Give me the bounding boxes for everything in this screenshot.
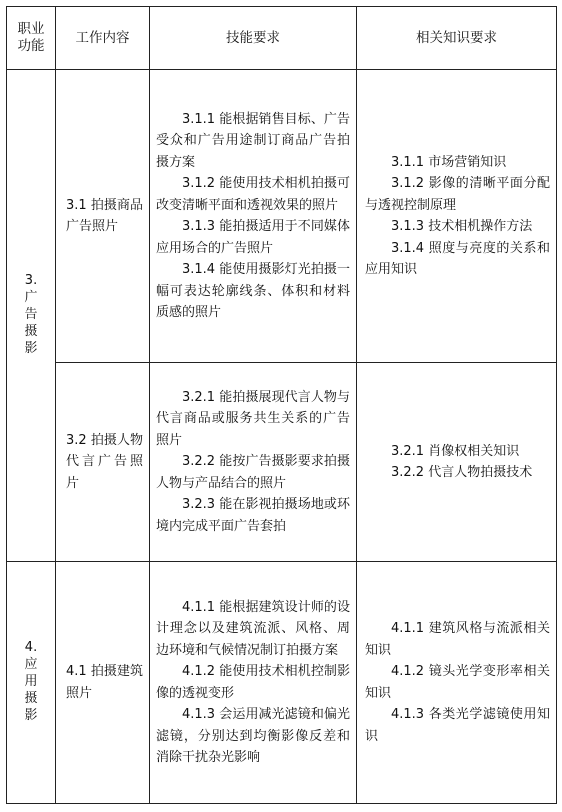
skill-item: 4.1.1 能根据建筑设计师的设计理念以及建筑流派、风格、周边环境和气候情况制订拍摄方案: [156, 599, 350, 658]
knowledge-item: 3.1.1 市场营销知识: [391, 154, 507, 170]
skills-cell: [150, 363, 357, 562]
header-skills: 技能要求: [150, 7, 357, 70]
skill-item: 3.1.4 能使用摄影灯光拍摄一幅可表达轮廓线条、体积和材料质感的照片: [156, 262, 350, 320]
skill-item: 3.2.2 能按广告摄影要求拍摄人物与产品结合的照片: [156, 454, 350, 491]
skill-item: 3.1.3 能拍摄适用于不同媒体应用场合的广告照片: [156, 219, 350, 256]
skill-requirements-table: [6, 6, 557, 804]
skill-item: 3.2.3 能在影视拍摄场地或环境内完成平面广告套拍: [156, 497, 350, 534]
work-content-cell: 3.2 拍摄人物代言广告照片: [56, 363, 150, 562]
skill-item: 3.1.1 能根据销售目标、广告受众和广告用途制订商品广告拍摄方案: [156, 111, 350, 170]
table-row: [7, 562, 557, 804]
skill-item: 3.1.2 能使用技术相机拍摄可改变清晰平面和透视效果的照片: [156, 176, 350, 213]
knowledge-cell: [357, 70, 557, 363]
table-header-row: [7, 7, 557, 70]
table-row: [7, 363, 557, 562]
function-cell-ad-photography: 3.广告摄影: [7, 70, 56, 562]
header-knowledge: 相关知识要求: [357, 7, 557, 70]
knowledge-item: 4.1.1 建筑风格与流派相关知识: [365, 621, 550, 658]
skill-item: 4.1.2 能使用技术相机控制影像的透视变形: [156, 664, 350, 701]
work-content-cell: 3.1 拍摄商品广告照片: [56, 70, 150, 363]
function-cell-applied-photography: 4.应用摄影: [7, 562, 56, 804]
knowledge-cell: [357, 562, 557, 804]
knowledge-cell: [357, 363, 557, 562]
knowledge-item: 3.1.4 照度与亮度的关系和应用知识: [365, 240, 550, 277]
table-row: [7, 70, 557, 363]
header-function: 职业功能: [7, 7, 56, 70]
knowledge-item: 3.1.3 技术相机操作方法: [391, 219, 533, 234]
skills-cell: [150, 562, 357, 804]
knowledge-item: 4.1.3 各类光学滤镜使用知识: [365, 707, 550, 744]
work-content-cell: 4.1 拍摄建筑照片: [56, 562, 150, 804]
knowledge-item: 4.1.2 镜头光学变形率相关知识: [365, 664, 550, 701]
skill-item: 4.1.3 会运用减光滤镜和偏光滤镜，分别达到均衡影像反差和消除干扰杂光影响: [156, 707, 350, 765]
knowledge-item: 3.1.2 影像的清晰平面分配与透视控制原理: [365, 176, 550, 213]
header-work: 工作内容: [56, 7, 150, 70]
knowledge-item: 3.2.2 代言人物拍摄技术: [391, 465, 533, 480]
skill-item: 3.2.1 能拍摄展现代言人物与代言商品或服务共生关系的广告照片: [156, 389, 350, 448]
skills-cell: [150, 70, 357, 363]
knowledge-item: 3.2.1 肖像权相关知识: [391, 443, 520, 459]
